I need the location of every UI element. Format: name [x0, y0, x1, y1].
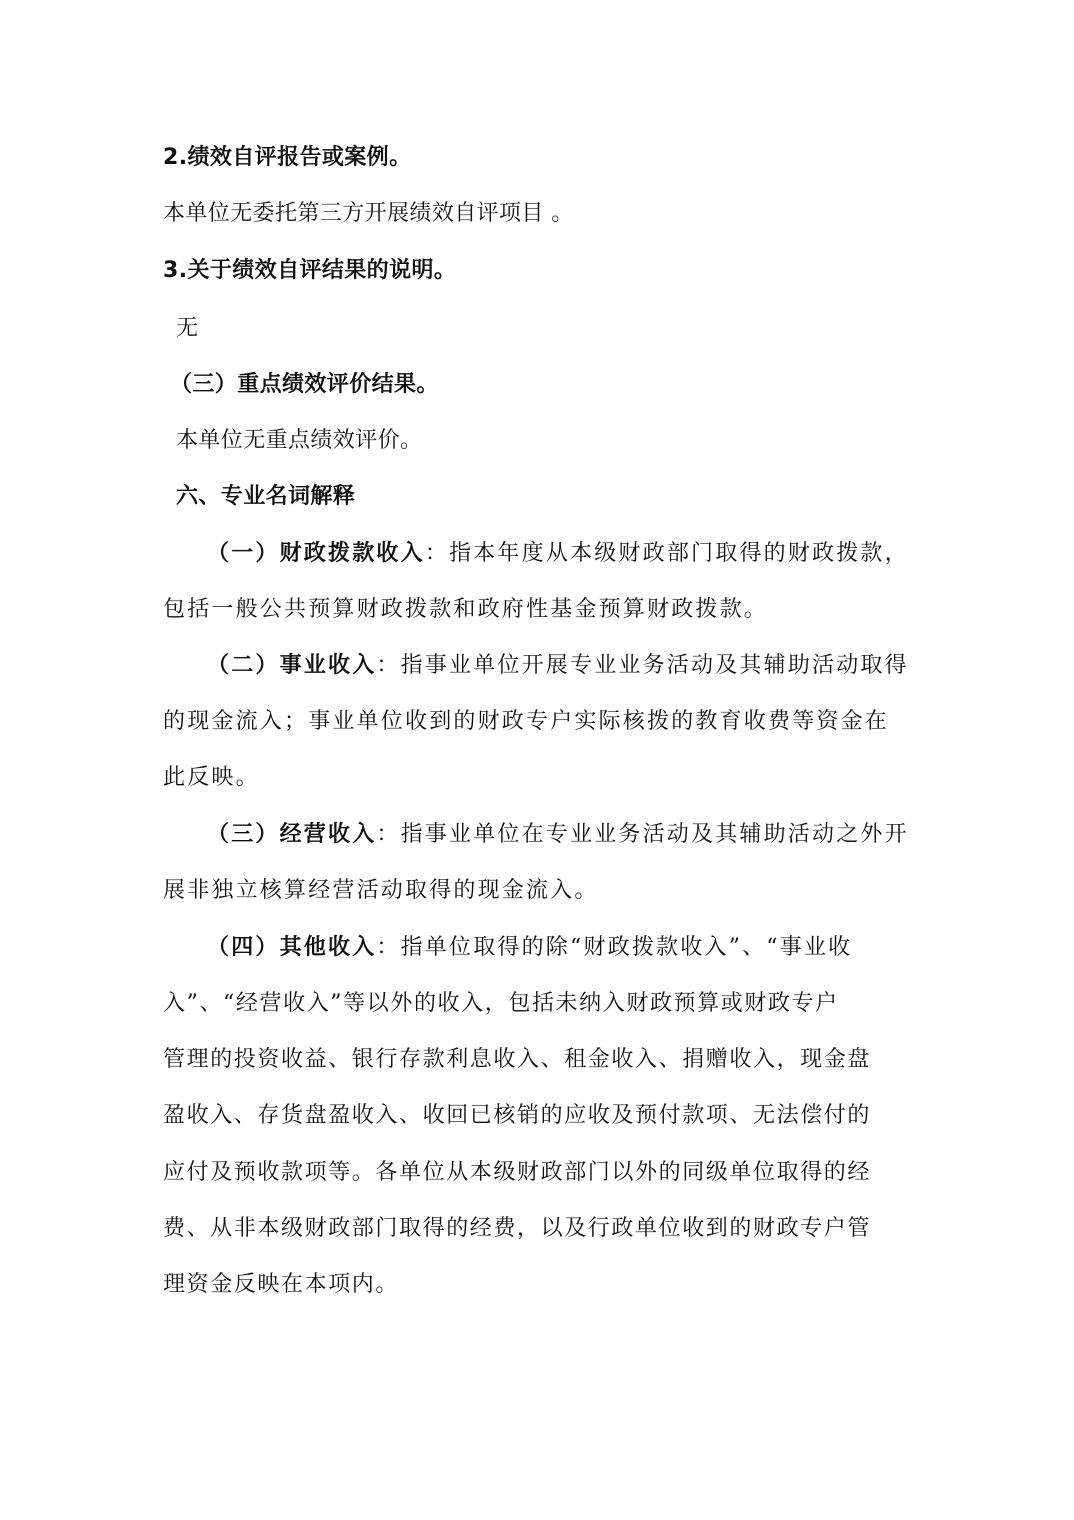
key-eval-heading: （三）重点绩效评价结果。 — [170, 372, 439, 397]
glossary-term-1: （一）财政拨款收入 — [207, 541, 425, 566]
glossary-text-4-line-5: 应付及预收款项等。各单位从本级财政部门以外的同级单位取得的经 — [163, 1160, 872, 1185]
glossary-heading: 六、专业名词解释 — [176, 484, 356, 509]
glossary-term-4: （四）其他收入 — [207, 935, 377, 960]
glossary-text-1-line-1: ：指本年度从本级财政部门取得的财政拨款， — [424, 541, 909, 566]
glossary-term-3: （三）经营收入 — [207, 822, 377, 847]
glossary-text-3-line-2: 展非独立核算经营活动取得的现金流入。 — [163, 878, 599, 903]
glossary-item-2 — [207, 651, 909, 681]
glossary-text-2-line-3: 此反映。 — [163, 765, 260, 790]
glossary-text-4-line-2: 入”、“经营收入”等以外的收入，包括未纳入财政预算或财政专户 — [163, 991, 839, 1016]
glossary-item-1 — [207, 539, 909, 569]
glossary-text-4-line-4: 盈收入、存货盘盈收入、收回已核销的应收及预付款项、无法偿付的 — [163, 1103, 872, 1128]
section2-heading: 2.绩效自评报告或案例。 — [163, 145, 412, 170]
section3-body: 无 — [176, 316, 199, 341]
key-eval-body: 本单位无重点绩效评价。 — [176, 428, 423, 453]
glossary-text-1-line-2: 包括一般公共预算财政拨款和政府性基金预算财政拨款。 — [163, 597, 769, 622]
glossary-item-3 — [207, 820, 909, 850]
section2-body: 本单位无委托第三方开展绩效自评项目 。 — [163, 201, 574, 226]
glossary-text-3-line-1: ：指事业单位在专业业务活动及其辅助活动之外开 — [376, 822, 909, 847]
glossary-text-4-line-6: 费、从非本级财政部门取得的经费，以及行政单位收到的财政专户管 — [163, 1216, 872, 1241]
glossary-term-2: （二）事业收入 — [207, 653, 377, 678]
glossary-item-4 — [207, 933, 852, 963]
glossary-text-4-line-3: 管理的投资收益、银行存款利息收入、租金收入、捐赠收入，现金盘 — [163, 1047, 872, 1072]
glossary-text-2-line-1: ：指事业单位开展专业业务活动及其辅助活动取得 — [376, 653, 909, 678]
glossary-text-2-line-2: 的现金流入；事业单位收到的财政专户实际核拨的教育收费等资金在 — [163, 709, 890, 734]
section3-heading: 3.关于绩效自评结果的说明。 — [163, 258, 457, 283]
glossary-text-4-line-7: 理资金反映在本项内。 — [163, 1272, 400, 1297]
glossary-text-4-line-1: ：指单位取得的除“财政拨款收入”、“事业收 — [376, 935, 853, 960]
